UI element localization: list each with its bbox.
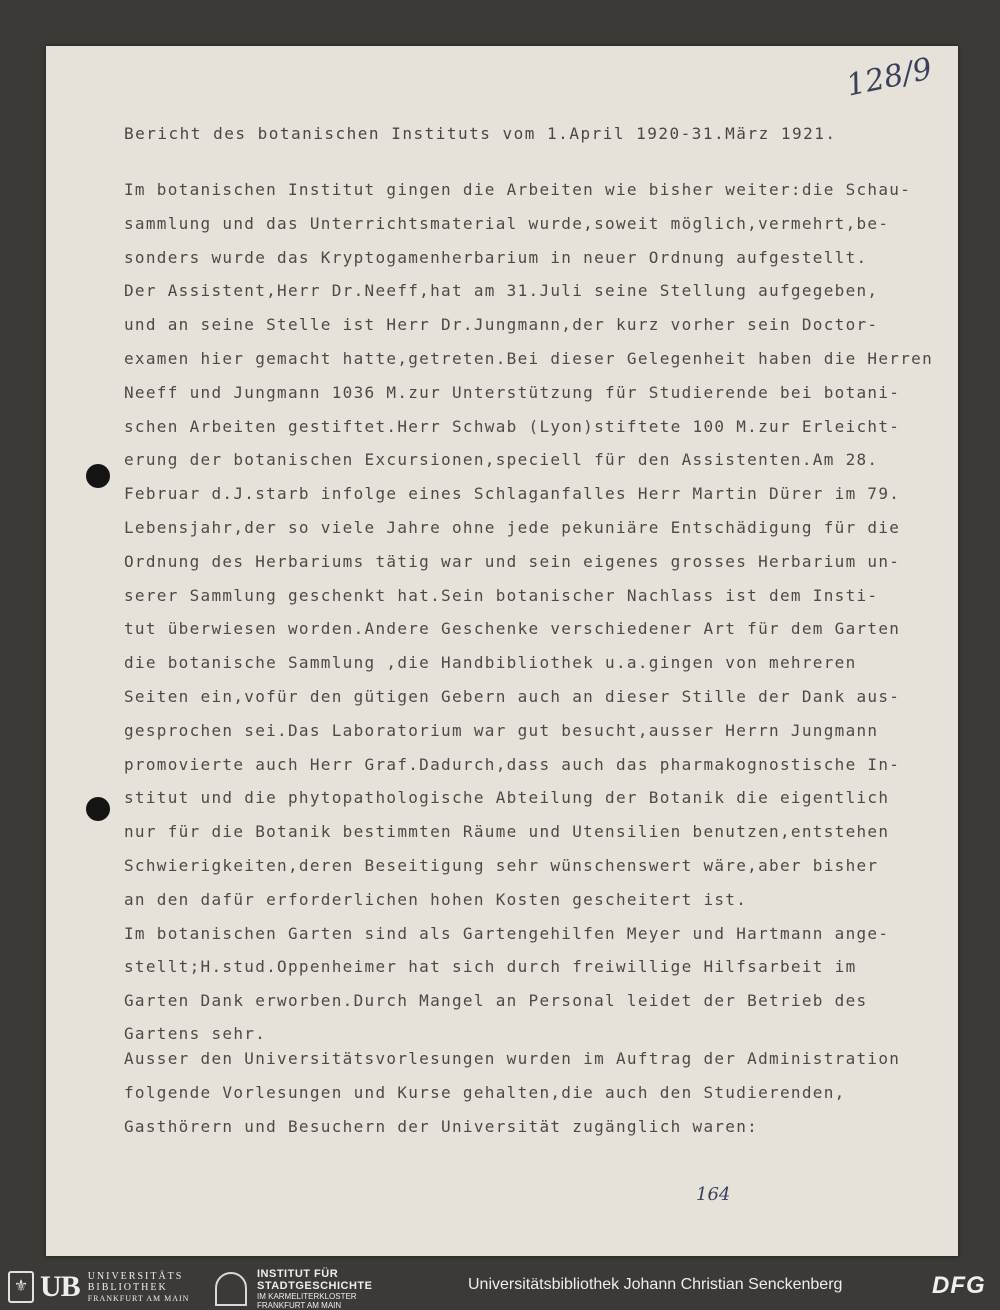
text-line: erung der botanischen Excursionen,speciell für den Assistenten.Am 28. bbox=[124, 450, 879, 470]
text-line: Februar d.J.starb infolge eines Schlaganfalles Herr Martin Dürer im 79. bbox=[124, 484, 901, 504]
text-line: Der Assistent,Herr Dr.Neeff,hat am 31.Juli seine Stellung aufgegeben, bbox=[124, 281, 879, 301]
ub-line: FRANKFURT AM MAIN bbox=[87, 1293, 190, 1303]
page-number: 164 bbox=[696, 1184, 731, 1205]
ifs-line: IM KARMELITERKLOSTER bbox=[257, 1292, 357, 1301]
ifs-arch-icon bbox=[215, 1272, 247, 1306]
footer-bar bbox=[0, 1262, 1000, 1309]
punch-hole bbox=[86, 797, 110, 821]
text-line: Neeff und Jungmann 1036 M.zur Unterstützung für Studierende bei botani- bbox=[124, 382, 901, 402]
text-line: Im botanischen Garten sind als Gartengehilfen Meyer und Hartmann ange- bbox=[124, 923, 890, 943]
text-line: nur für die Botanik bestimmten Räume und Utensilien benutzen,entstehen bbox=[124, 822, 890, 842]
document-title: Bericht des botanischen Instituts vom 1.April 1920-31.März 1921. bbox=[124, 124, 837, 143]
ifs-line: FRANKFURT AM MAIN bbox=[257, 1301, 342, 1310]
dfg-logo[interactable]: DFG bbox=[932, 1272, 986, 1299]
text-line: folgende Vorlesungen und Kurse gehalten,die auch den Studierenden, bbox=[124, 1083, 846, 1103]
text-line: die botanische Sammlung ,die Handbibliothek u.a.gingen von mehreren bbox=[124, 653, 857, 673]
ub-letters: UB bbox=[40, 1270, 80, 1303]
ifs-line: STADTGESCHICHTE bbox=[257, 1280, 373, 1292]
text-line: Ordnung des Herbariums tätig war und sein eigenes grosses Herbarium un- bbox=[124, 551, 901, 571]
text-line: stitut und die phytopathologische Abteilung der Botanik die eigentlich bbox=[124, 788, 890, 808]
text-line: Garten Dank erworben.Durch Mangel an Personal leidet der Betrieb des bbox=[124, 990, 868, 1010]
text-line: Ausser den Universitätsvorlesungen wurden im Auftrag der Administration bbox=[124, 1049, 901, 1069]
text-line: sammlung und das Unterrichtsmaterial wurde,soweit möglich,vermehrt,be- bbox=[124, 213, 890, 233]
ub-emblem-icon: ⚜ bbox=[8, 1271, 34, 1303]
ub-line: BIBLIOTHEK bbox=[87, 1281, 168, 1293]
text-line: Im botanischen Institut gingen die Arbeiten wie bisher weiter:die Schau- bbox=[124, 180, 912, 199]
text-line: sonders wurde das Kryptogamenherbarium in neuer Ordnung aufgestellt. bbox=[124, 247, 868, 267]
text-line: examen hier gemacht hatte,getreten.Bei dieser Gelegenheit haben die Herren bbox=[124, 349, 934, 368]
text-line: Lebensjahr,der so viele Jahre ohne jede pekuniäre Entschädigung für die bbox=[124, 518, 901, 537]
text-line: schen Arbeiten gestiftet.Herr Schwab (Lyon)stiftete 100 M.zur Erleicht- bbox=[124, 416, 901, 436]
text-line: stellt;H.stud.Oppenheimer hat sich durch freiwillige Hilfsarbeit im bbox=[124, 957, 857, 977]
ub-line: UNIVERSITÄTS bbox=[87, 1270, 184, 1282]
folio-mark: 128/9 bbox=[843, 51, 936, 104]
ifs-name bbox=[257, 1268, 372, 1310]
library-name: Universitätsbibliothek Johann Christian Senckenberg bbox=[468, 1276, 843, 1293]
text-line: Seiten ein,vofür den gütigen Gebern auch an dieser Stille der Dank aus- bbox=[124, 687, 901, 706]
text-line: serer Sammlung geschenkt hat.Sein botanischer Nachlass ist dem Insti- bbox=[124, 585, 879, 605]
ub-logo[interactable] bbox=[8, 1270, 189, 1304]
text-line: Schwierigkeiten,deren Beseitigung sehr wünschenswert wäre,aber bisher bbox=[124, 856, 879, 875]
text-line: an den dafür erforderlichen hohen Kosten gescheitert ist. bbox=[124, 889, 748, 909]
text-line: Gartens sehr. bbox=[124, 1024, 267, 1044]
text-line: tut überwiesen worden.Andere Geschenke verschiedener Art für dem Garten bbox=[124, 619, 901, 639]
text-line: gesprochen sei.Das Laboratorium war gut besucht,ausser Herrn Jungmann bbox=[124, 720, 879, 740]
text-line: Gasthörern und Besuchern der Universität zugänglich waren: bbox=[124, 1117, 759, 1136]
ifs-logo[interactable] bbox=[215, 1268, 372, 1310]
ifs-line: INSTITUT FÜR bbox=[257, 1268, 339, 1280]
ub-name bbox=[88, 1271, 190, 1304]
punch-hole bbox=[86, 464, 110, 488]
text-line: promovierte auch Herr Graf.Dadurch,dass auch das pharmakognostische In- bbox=[124, 754, 901, 774]
text-line: und an seine Stelle ist Herr Dr.Jungmann,der kurz vorher sein Doctor- bbox=[124, 315, 879, 335]
document-page bbox=[46, 46, 958, 1256]
